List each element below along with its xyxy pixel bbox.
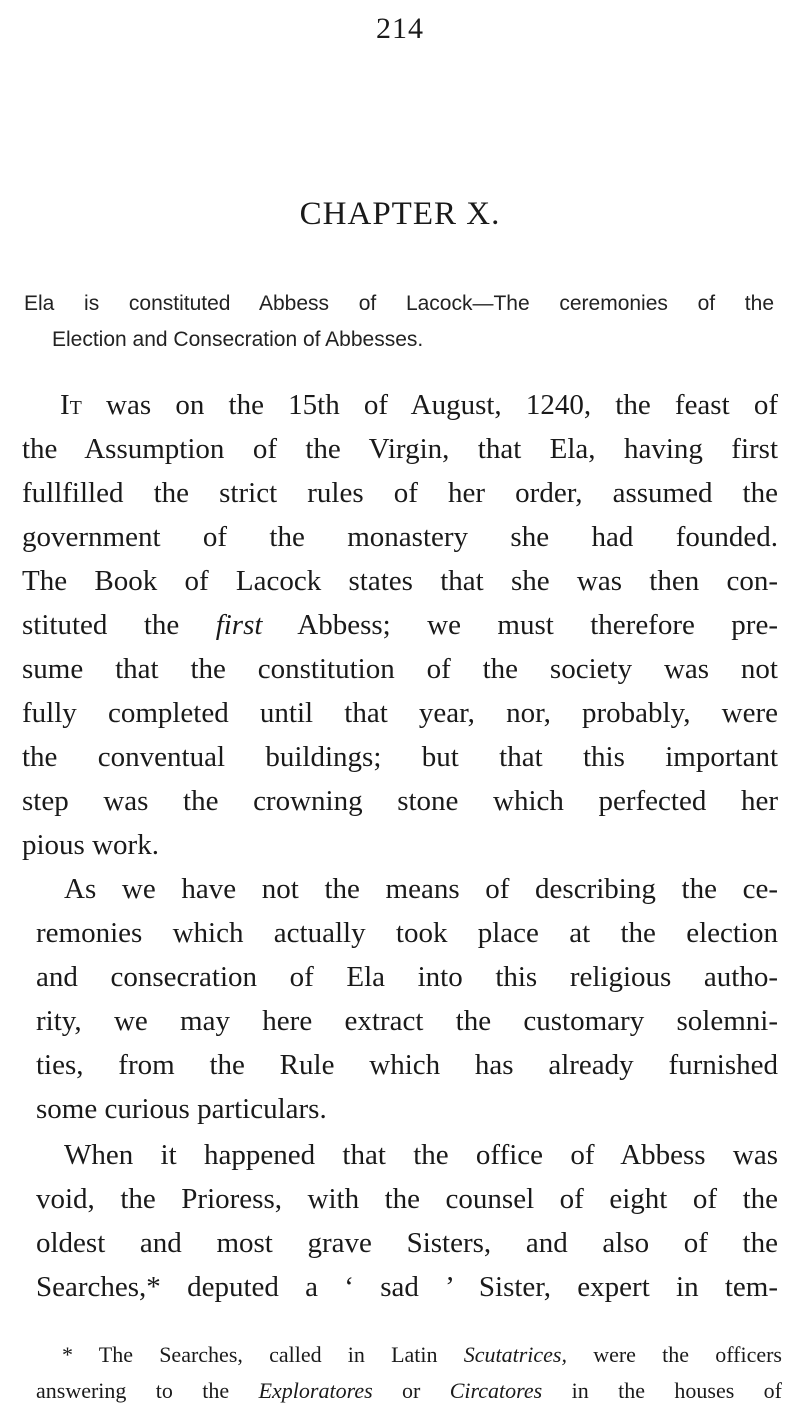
text-fragment: in the houses of: [542, 1378, 782, 1403]
text-line: void, the Prioress, with the counsel of eight of the: [36, 1183, 778, 1215]
text-line: step was the crowning stone which perfected her: [22, 785, 778, 817]
summary-line: Ela is constituted Abbess of Lacock—The ceremonies of the: [24, 292, 774, 315]
italic-word: Circatores: [449, 1378, 543, 1403]
text-line: pious work.: [22, 829, 159, 861]
text-line: remonies which actually took place at the election: [36, 917, 778, 949]
text-fragment: answering to the: [36, 1378, 259, 1403]
text-line: government of the monastery she had founded.: [22, 521, 778, 553]
paragraph-3: [36, 1133, 778, 1309]
text-line: fully completed until that year, nor, probably, were: [22, 697, 778, 729]
footnote-line: [36, 1337, 782, 1373]
text-fragment: * The Searches, called in Latin: [62, 1342, 464, 1367]
text-line: fullfilled the strict rules of her order, assumed the: [22, 477, 778, 509]
italic-word: Scutatrices,: [463, 1342, 567, 1367]
text-fragment: or: [372, 1378, 450, 1403]
italic-word: Exploratores: [258, 1378, 373, 1403]
text-line: As we have not the means of describing the ce-: [64, 873, 778, 905]
text-line: [22, 383, 778, 427]
text-line: and consecration of Ela into this religious autho-: [36, 961, 778, 993]
text-fragment: were the officers: [567, 1342, 782, 1367]
text-line: oldest and most grave Sisters, and also of the: [36, 1227, 778, 1259]
summary-line: Election and Consecration of Abbesses.: [52, 328, 424, 351]
text-line: the conventual buildings; but that this important: [22, 741, 778, 773]
chapter-title: CHAPTER X.: [299, 196, 501, 232]
italic-word: first: [215, 609, 263, 641]
text-fragment: Abbess; we must therefore pre-: [262, 609, 778, 641]
paragraph-2: [36, 867, 778, 1131]
text-line: The Book of Lacock states that she was then con-: [22, 565, 778, 597]
text-line: When it happened that the office of Abbess was: [64, 1139, 778, 1171]
text-line: [22, 603, 778, 647]
text-line: sume that the constitution of the society was not: [22, 653, 778, 685]
page-number: 214: [376, 12, 424, 45]
drop-word: It: [60, 389, 82, 421]
footnote: [36, 1337, 782, 1409]
text-line: the Assumption of the Virgin, that Ela, having first: [22, 433, 778, 465]
footnote-line: [36, 1373, 782, 1409]
paragraph-1: [22, 383, 778, 867]
text-line: rity, we may here extract the customary solemni-: [36, 1005, 778, 1037]
text-line: Searches,* deputed a ‘ sad ’ Sister, expert in tem-: [36, 1271, 778, 1303]
text-fragment: was on the 15th of August, 1240, the feast of: [81, 389, 778, 421]
chapter-summary: [24, 286, 774, 358]
text-fragment: stituted the: [22, 609, 216, 641]
text-line: ties, from the Rule which has already furnished: [36, 1049, 778, 1081]
text-line: some curious particulars.: [36, 1093, 327, 1125]
